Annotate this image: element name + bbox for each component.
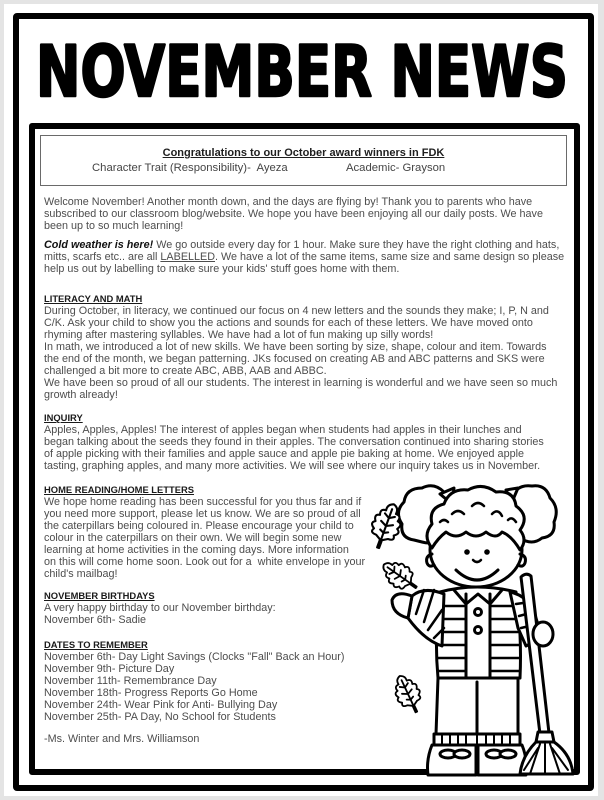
date-item: November 11th- Remembrance Day <box>44 675 217 687</box>
inquiry-line: tasting, graphing apples, and many more activities. We will see where our inquiry takes us in November. <box>44 460 541 472</box>
cold-weather-line <box>44 239 564 251</box>
eye <box>464 549 470 555</box>
literacy-line: We have been so proud of all our students. The interest in learning is wonderful and we have seen so much <box>44 377 558 389</box>
jacket <box>436 587 520 678</box>
mitten <box>392 594 412 618</box>
cold-weather-text: We go outside every day for 1 hour. Make sure they have the right clothing and hats, <box>153 239 560 251</box>
home-reading-line: you need more support, please let us know. We are so proud of all <box>44 508 361 520</box>
cold-weather-text: . We have a lot of the same items, same size and same design so please <box>215 251 565 263</box>
welcome-line: Welcome November! Another month down, and the days are flying by! Thank you to parents who have <box>44 196 533 208</box>
cold-weather-line <box>44 251 564 263</box>
award-heading: Congratulations to our October award winners in FDK <box>162 147 445 159</box>
page-title: NOVEMBER NEWS <box>36 31 568 113</box>
button-icon <box>475 609 482 616</box>
literacy-line: the end of the month, we began patterning. JKs focused on creating AB and ABC patterns and SKS were <box>44 353 545 365</box>
dates-section <box>44 639 345 723</box>
award-box <box>40 135 567 186</box>
birthdays-section <box>44 590 276 626</box>
signature-text: -Ms. Winter and Mrs. Williamson <box>44 733 200 745</box>
literacy-line: challenged a bit more to create ABC, ABB, AAB and ABBC. <box>44 365 327 377</box>
cold-weather-text: mitts, scarfs etc.. are all <box>44 251 161 263</box>
date-item: November 6th- Day Light Savings (Clocks "Fall" Back an Hour) <box>44 651 345 663</box>
right-hand <box>533 622 553 646</box>
inquiry-line: of apple picking with their families and apple sauce and apple pie baking at home. We enjoyed apple <box>44 448 524 460</box>
eye <box>484 549 490 555</box>
labelled-emphasis: LABELLED <box>160 251 216 263</box>
cold-weather-line: help us out by labelling to make sure your kids' stuff goes home with them. <box>44 263 400 275</box>
date-item: November 18th- Progress Reports Go Home <box>44 687 258 699</box>
section-heading: DATES TO REMEMBER <box>44 639 148 650</box>
rake-handle <box>521 574 549 734</box>
welcome-line: been up to so much learning! <box>44 220 184 232</box>
inquiry-line: began talking about the seeds they found in their apples. The conversation continued into sharing stories <box>44 436 544 448</box>
welcome-paragraph <box>44 196 543 232</box>
button-icon <box>475 627 482 634</box>
home-reading-line: We hope home reading has been successful for you thus far and if <box>44 496 362 508</box>
home-reading-line: colour in the caterpillars on their own. We will begin some new <box>44 532 342 544</box>
home-reading-line: on this will come home soon. Look out for a white envelope in your <box>44 556 366 568</box>
pants <box>436 678 518 734</box>
section-heading: INQUIRY <box>44 412 83 423</box>
title-banner <box>0 0 604 118</box>
literacy-line: C/K. Ask your child to show you the actions and sounds for each of these letters. We have moved onto <box>44 317 533 329</box>
boot-cuffs <box>434 734 520 745</box>
leaf-icon <box>377 555 423 597</box>
inquiry-line: Apples, Apples, Apples! The interest of apples began when students had apples in their lunches and <box>44 424 522 436</box>
home-reading-line: child's mailbag! <box>44 568 118 580</box>
character-award: Character Trait (Responsibility)- Ayeza <box>92 162 288 174</box>
birthday-line: November 6th- Sadie <box>44 614 147 626</box>
girl-with-rake-illustration <box>370 478 580 778</box>
home-reading-line: learning at home activities in the coming days. More information <box>44 544 349 556</box>
literacy-math-section <box>44 293 557 401</box>
signature <box>44 733 199 745</box>
rake-head <box>520 732 573 774</box>
literacy-line: During October, in literacy, we continued our focus on 4 new letters and the sounds they make; I, P, N and <box>44 305 549 317</box>
section-heading: NOVEMBER BIRTHDAYS <box>44 590 155 601</box>
section-heading: HOME READING/HOME LETTERS <box>44 484 195 495</box>
cold-weather-paragraph <box>44 239 564 275</box>
home-reading-line: the caterpillars being coloured in. Please encourage your child to <box>44 520 354 532</box>
inquiry-section <box>44 412 544 472</box>
date-item: November 24th- Wear Pink for Anti- Bullying Day <box>44 699 278 711</box>
literacy-line: growth already! <box>44 389 118 401</box>
boots <box>428 745 527 775</box>
literacy-line: In math, we introduced a lot of new skills. We have been sorting by size, shape, colour and item. Towards <box>44 341 547 353</box>
birthday-line: A very happy birthday to our November birthday: <box>44 602 276 614</box>
literacy-line: rhyming after mastering syllables. We have had a lot of fun making up silly words! <box>44 329 434 341</box>
left-sleeve <box>408 590 444 646</box>
date-item: November 25th- PA Day, No School for Students <box>44 711 276 723</box>
date-item: November 9th- Picture Day <box>44 663 175 675</box>
academic-award: Academic- Grayson <box>346 162 446 174</box>
welcome-line: subscribed to our classroom blog/website. We hope you have been enjoying all our daily posts. We have <box>44 208 543 220</box>
section-heading: LITERACY AND MATH <box>44 293 143 304</box>
cold-weather-lead: Cold weather is here! <box>44 239 154 251</box>
leaf-icon <box>389 671 427 717</box>
home-reading-section <box>44 484 365 580</box>
